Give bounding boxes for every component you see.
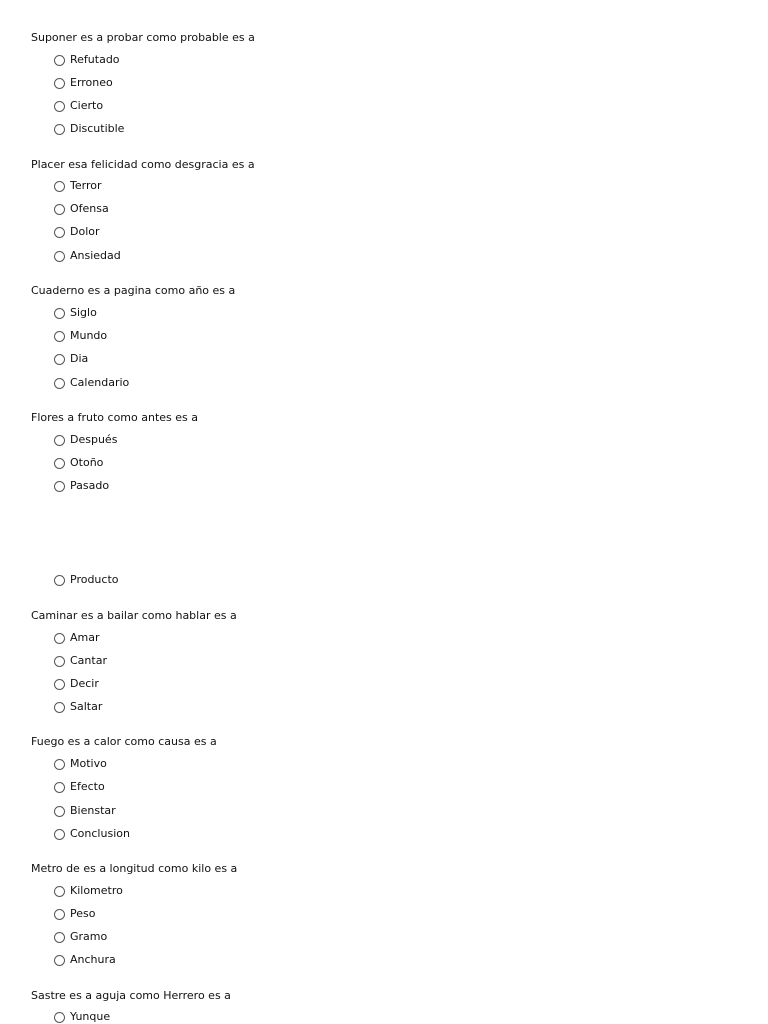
radio-icon[interactable] — [54, 829, 65, 840]
radio-icon[interactable] — [54, 78, 65, 89]
radio-icon[interactable] — [54, 633, 65, 644]
option-label: Cierto — [70, 99, 104, 112]
question-5-option-cantar[interactable] — [54, 654, 107, 668]
radio-icon[interactable] — [54, 575, 65, 586]
option-label: Gramo — [70, 930, 108, 943]
question-4-option-producto[interactable] — [54, 573, 119, 587]
question-4-option-otono[interactable] — [54, 456, 103, 470]
question-5-option-amar[interactable] — [54, 631, 100, 645]
question-7-option-gramo[interactable] — [54, 930, 107, 944]
radio-icon[interactable] — [54, 909, 65, 920]
question-3-option-mundo[interactable] — [54, 329, 107, 343]
question-1-option-cierto[interactable] — [54, 99, 103, 113]
radio-icon[interactable] — [54, 806, 65, 817]
option-label: Ofensa — [70, 202, 109, 215]
option-label: Después — [70, 433, 118, 446]
question-3-option-calendario[interactable] — [54, 376, 129, 390]
question-6-option-conclusion[interactable] — [54, 827, 130, 841]
question-6-option-bienstar[interactable] — [54, 804, 116, 818]
question-2-option-ansiedad[interactable] — [54, 249, 121, 263]
question-7-option-peso[interactable] — [54, 907, 95, 921]
option-label: Efecto — [70, 780, 105, 793]
radio-icon[interactable] — [54, 204, 65, 215]
radio-icon[interactable] — [54, 702, 65, 713]
radio-icon[interactable] — [54, 782, 65, 793]
question-5-text: Caminar es a bailar como hablar es a — [31, 609, 237, 622]
radio-icon[interactable] — [54, 101, 65, 112]
option-label: Calendario — [70, 376, 130, 389]
radio-icon[interactable] — [54, 251, 65, 262]
question-2-option-terror[interactable] — [54, 179, 101, 193]
option-label: Discutible — [70, 122, 125, 135]
question-4-option-despues[interactable] — [54, 433, 117, 447]
option-label: Producto — [70, 573, 119, 586]
option-label: Decir — [70, 677, 99, 690]
question-7-option-kilometro[interactable] — [54, 884, 123, 898]
radio-icon[interactable] — [54, 932, 65, 943]
radio-icon[interactable] — [54, 124, 65, 135]
option-label: Refutado — [70, 53, 120, 66]
question-7-text: Metro de es a longitud como kilo es a — [31, 862, 238, 875]
option-label: Peso — [70, 907, 96, 920]
question-6-text: Fuego es a calor como causa es a — [31, 735, 217, 748]
option-label: Kilometro — [70, 884, 123, 897]
radio-icon[interactable] — [54, 354, 65, 365]
radio-icon[interactable] — [54, 759, 65, 770]
radio-icon[interactable] — [54, 55, 65, 66]
option-label: Siglo — [70, 306, 97, 319]
option-label: Yunque — [70, 1010, 111, 1023]
question-4-text: Flores a fruto como antes es a — [31, 411, 199, 424]
option-label: Erroneo — [70, 76, 113, 89]
question-8-option-yunque[interactable] — [54, 1010, 110, 1024]
question-1-text: Suponer es a probar como probable es a — [31, 31, 255, 44]
question-2-option-ofensa[interactable] — [54, 202, 109, 216]
radio-icon[interactable] — [54, 331, 65, 342]
radio-icon[interactable] — [54, 656, 65, 667]
question-1-option-erroneo[interactable] — [54, 76, 113, 90]
question-2-text: Placer esa felicidad como desgracia es a — [31, 158, 255, 171]
option-label: Dolor — [70, 225, 100, 238]
option-label: Anchura — [70, 953, 116, 966]
question-4-option-pasado[interactable] — [54, 479, 109, 493]
radio-icon[interactable] — [54, 481, 65, 492]
question-7-option-anchura[interactable] — [54, 953, 116, 967]
question-5-option-saltar[interactable] — [54, 700, 102, 714]
radio-icon[interactable] — [54, 181, 65, 192]
question-3-option-dia[interactable] — [54, 352, 88, 366]
question-2-option-dolor[interactable] — [54, 225, 100, 239]
question-1-option-refutado[interactable] — [54, 53, 120, 67]
radio-icon[interactable] — [54, 458, 65, 469]
option-label: Dia — [70, 352, 89, 365]
option-label: Otoño — [70, 456, 104, 469]
question-6-option-efecto[interactable] — [54, 780, 105, 794]
option-label: Saltar — [70, 700, 103, 713]
question-1-option-discutible[interactable] — [54, 122, 124, 136]
option-label: Terror — [70, 179, 102, 192]
question-6-option-motivo[interactable] — [54, 757, 107, 771]
radio-icon[interactable] — [54, 955, 65, 966]
question-3-option-siglo[interactable] — [54, 306, 97, 320]
radio-icon[interactable] — [54, 435, 65, 446]
option-label: Motivo — [70, 757, 107, 770]
radio-icon[interactable] — [54, 308, 65, 319]
radio-icon[interactable] — [54, 886, 65, 897]
option-label: Bienstar — [70, 804, 116, 817]
question-3-text: Cuaderno es a pagina como año es a — [31, 284, 236, 297]
radio-icon[interactable] — [54, 1012, 65, 1023]
option-label: Pasado — [70, 479, 110, 492]
option-label: Cantar — [70, 654, 107, 667]
radio-icon[interactable] — [54, 679, 65, 690]
option-label: Mundo — [70, 329, 108, 342]
radio-icon[interactable] — [54, 227, 65, 238]
option-label: Amar — [70, 631, 100, 644]
option-label: Ansiedad — [70, 249, 121, 262]
question-8-text: Sastre es a aguja como Herrero es a — [31, 989, 231, 1002]
radio-icon[interactable] — [54, 378, 65, 389]
option-label: Conclusion — [70, 827, 130, 840]
question-5-option-decir[interactable] — [54, 677, 99, 691]
